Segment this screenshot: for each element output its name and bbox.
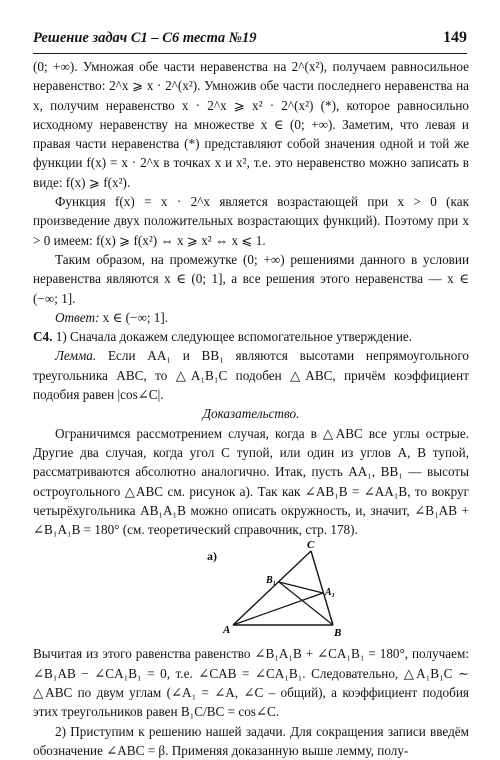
altitude-aa1 bbox=[233, 593, 323, 625]
side-ac bbox=[233, 551, 311, 625]
lemma-text: Если AA₁ и BB₁ являются высотами непрямоугольного треугольника ABC, то △A₁B₁C подобен △ABC, причём коэффициент подобия равен |cos∠C|. bbox=[33, 348, 469, 403]
paragraph-6: 2) Приступим к решению нашей задачи. Для сокращения записи введём обозначение ∠ABC = β. Применяя доказанную выше лемму, полу- bbox=[33, 723, 469, 758]
answer-line bbox=[33, 308, 469, 327]
vertex-a-label: A bbox=[223, 624, 231, 637]
paragraph-2: Функция f(x) = x · 2^x является возрастающей при x > 0 (как произведение двух положительных возрастающих функций). Поэтому при x > 0 имеем: f(x) ⩾ f(x²) ⇔ x ⩾ x² ⇔ x ⩽ 1. bbox=[33, 194, 469, 248]
paragraph-4: Ограничимся рассмотрением случая, когда в △ABC все углы острые. Другие два случая, когда угол C тупой, или один из углов A, B тупой, рассматриваются абсолютно аналогично. Итак, пусть AA₁, BB₁ — высоты остроугольного △ABC см. рисунок а). Так как ∠AB₁B = ∠AA₁B, то вокруг четырёхугольника AB₁A₁B можно описать окружность, и, значит, ∠B₁AB + ∠B₁A₁B = 180° (см. теоретический справочник, стр. 178). bbox=[33, 425, 469, 538]
vertex-b1-label: B₁ bbox=[266, 575, 277, 587]
lemma-label: Лемма. bbox=[55, 348, 97, 364]
answer-label: Ответ: bbox=[55, 309, 100, 325]
c4-line bbox=[33, 327, 469, 346]
paragraph-1: (0; +∞). Умножая обе части неравенства на 2^(x²), получаем равносильное неравенство: 2^x ⩾ x · 2^(x²). Умножив обе части последнего неравенства на x, получим неравенство x · 2^x ⩾ x² · 2^(x²) (*), которое равносильно исходному неравенству на множестве x ∈ (0; +∞). Заметим, что левая и правая части неравенства (*) представляют собой значения одной и той же функции f(x) = x · 2^x в точках x и x², т.е. это неравенство можно записать в виде: f(x) ⩾ f(x²). bbox=[33, 59, 469, 190]
proof-heading: Доказательство. bbox=[202, 406, 300, 422]
lemma-paragraph bbox=[33, 346, 469, 404]
answer-value: x ∈ (−∞; 1]. bbox=[102, 309, 169, 325]
c4-label: С4. bbox=[33, 329, 53, 345]
running-title: Решение задач С1 – С6 теста №19 bbox=[33, 30, 257, 46]
page-header bbox=[33, 28, 467, 50]
page-body bbox=[33, 57, 469, 760]
page-number: 149 bbox=[443, 29, 467, 46]
vertex-a1-label: A₁ bbox=[325, 587, 336, 599]
c4-text: 1) Сначала докажем следующее вспомогательное утверждение. bbox=[55, 329, 413, 345]
header-rule bbox=[33, 53, 467, 54]
vertex-c-label: C bbox=[307, 539, 315, 552]
paragraph-3: Таким образом, на промежутке (0; +∞) решениями данного в условии неравенства являются x ∈ (0; 1], а все решения этого неравенства — x ∈ (−∞; 1]. bbox=[33, 251, 469, 306]
figure-label: а) bbox=[207, 549, 217, 564]
vertex-b-label: B bbox=[334, 627, 342, 640]
triangle-diagram bbox=[183, 539, 343, 644]
paragraph-5: Вычитая из этого равенства равенство ∠B₁A₁B + ∠CA₁B₁ = 180°, получаем: ∠B₁AB − ∠CA₁B₁ = 0, т.е. ∠CAB = ∠CA₁B₁. Следовательно, △A₁B₁C ∼ △ABC по двум углам (∠A₁ = ∠A, ∠C – общий), а коэффициент подобия этих треугольников равен B₁C/BC = cos∠C. bbox=[33, 646, 469, 720]
triangle-figure bbox=[33, 539, 469, 644]
